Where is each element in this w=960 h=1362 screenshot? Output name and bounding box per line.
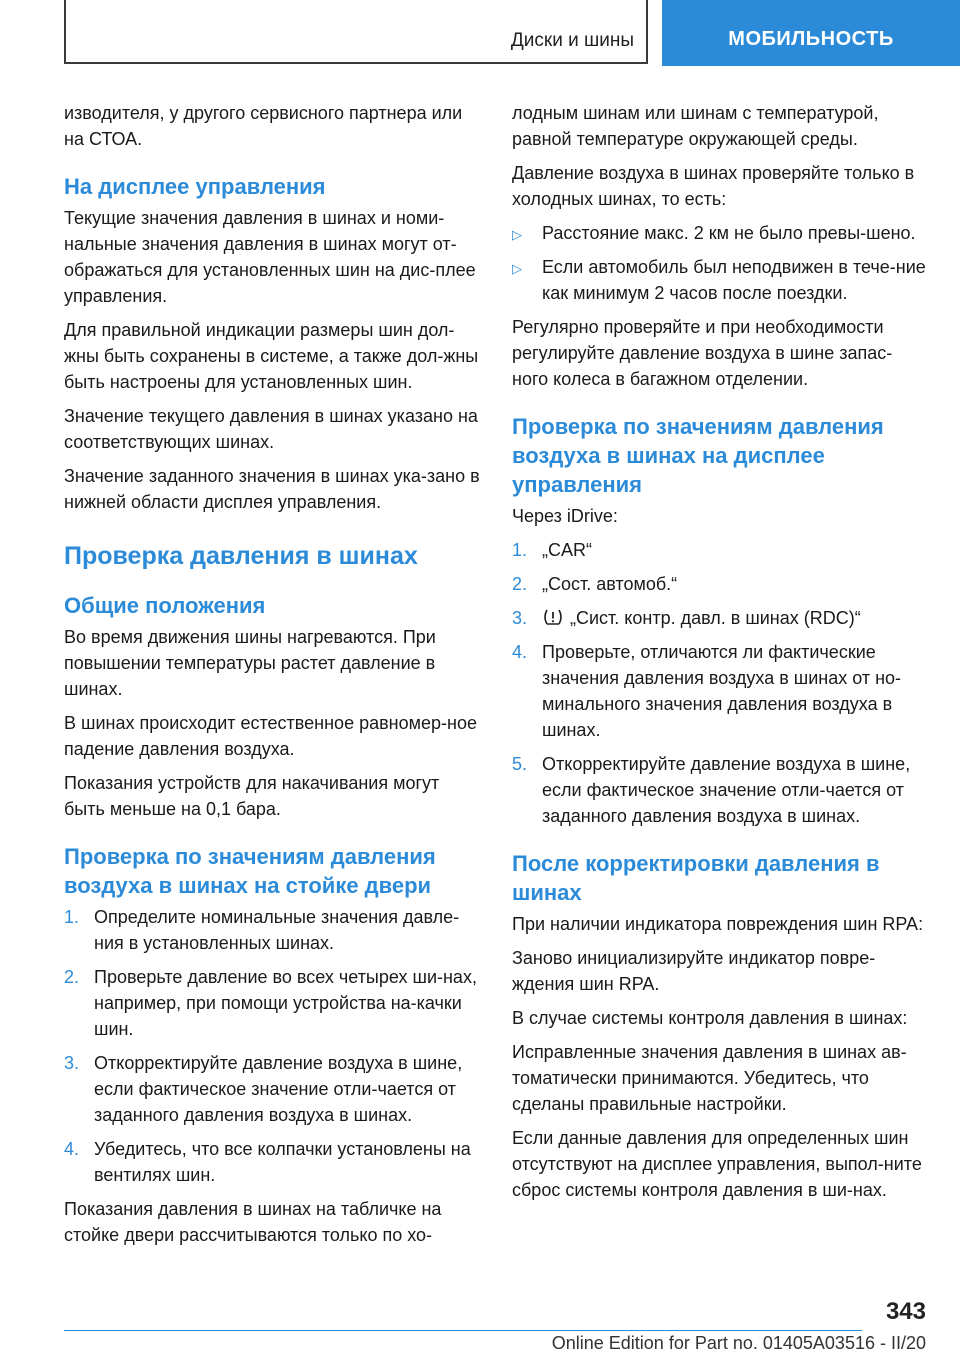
paragraph: Текущие значения давления в шинах и номи‐нальные значения давления в шинах могут от‐ображаться для установленных шин на дис‐плее управления.: [64, 208, 476, 306]
step-number: 4.: [512, 642, 528, 662]
step-text: Убедитесь, что все колпачки установлены на вентилях шин.: [94, 1139, 471, 1185]
list-item: [512, 605, 926, 631]
cold-tire-conditions-list: [512, 220, 926, 306]
step-text: Проверьте давление во всех четырех ши‐нах, например, при помощи устройства на‐качки шин.: [94, 967, 477, 1039]
list-item: [512, 220, 926, 246]
list-item: [512, 254, 926, 306]
paragraph: Показания давления в шинах на табличке на стойке двери рассчитываются только по хо‐: [64, 1199, 442, 1245]
page-number: 343: [885, 1298, 926, 1325]
paragraph: В шинах происходит естественное равномер‐ное падение давления воздуха.: [64, 713, 477, 759]
paragraph: Исправленные значения давления в шинах ав‐томатически принимаются. Убедитесь, что сделаны правильные настройки.: [512, 1042, 907, 1114]
paragraph: Показания устройств для накачивания могут быть меньше на 0,1 бара.: [64, 773, 440, 819]
step-number: 2.: [512, 574, 528, 594]
step-number: 3.: [512, 608, 528, 628]
step-number: 3.: [64, 1053, 80, 1073]
list-item: [64, 1136, 482, 1188]
list-item: [512, 571, 926, 597]
tire-pressure-warning-icon: [542, 607, 564, 627]
step-number: 5.: [512, 754, 528, 774]
header-section-title: Диски и шины: [510, 30, 634, 51]
paragraph: Если данные давления для определенных шин отсутствуют на дисплее управления, выпол‐ните сброс системы контроля давления в ши‐нах.: [512, 1128, 922, 1200]
paragraph: Регулярно проверяйте и при необходимости регулируйте давление воздуха в шине запас‐ного колеса в багажном отделении.: [512, 317, 893, 389]
bullet-triangle-icon: ▷: [512, 227, 522, 242]
heading-general: Общие положения: [64, 593, 266, 618]
heading-display-check: Проверка по значениям давления воздуха в шинах на дисплее управления: [512, 414, 884, 497]
paragraph: лодным шинам или шинам с температурой, равной температуре окружающей среды.: [512, 103, 879, 149]
door-steps-list: [64, 904, 482, 1188]
step-text: Откорректируйте давление воздуха в шине, если фактическое значение отли‐чается от заданного давления воздуха в шинах.: [94, 1053, 463, 1125]
right-column: [512, 100, 926, 1211]
bullet-triangle-icon: ▷: [512, 261, 522, 276]
paragraph: При наличии индикатора повреждения шин RPA:: [512, 914, 924, 934]
paragraph: Через iDrive:: [512, 506, 618, 526]
left-column: [64, 100, 482, 1256]
heading-door-pillar: Проверка по значениям давления воздуха в шинах на стойке двери: [64, 844, 436, 898]
step-number: 2.: [64, 967, 80, 987]
paragraph: изводителя, у другого сервисного партнера или на СТОА.: [64, 103, 463, 149]
paragraph: Для правильной индикации размеры шин дол‐жны быть сохранены в системе, а также дол‐жны быть настроены для установленных шин.: [64, 320, 479, 392]
step-text: „CAR“: [542, 540, 592, 560]
header-section-box: [64, 0, 648, 64]
bullet-text: Расстояние макс. 2 км не было превы‐шено.: [542, 223, 916, 243]
bullet-text: Если автомобиль был неподвижен в тече‐ние как минимум 2 часов после поездки.: [542, 257, 926, 303]
footer-divider: [64, 1330, 862, 1331]
paragraph: В случае системы контроля давления в шинах:: [512, 1008, 908, 1028]
list-item: [512, 537, 926, 563]
list-item: [64, 904, 482, 956]
list-item: [64, 964, 482, 1042]
step-text: Проверьте, отличаются ли фактические значения давления воздуха в шинах от но‐минального значения давления воздуха в шинах.: [542, 642, 902, 740]
paragraph: Давление воздуха в шинах проверяйте только в холодных шинах, то есть:: [512, 163, 915, 209]
idrive-steps-list: [512, 537, 926, 829]
list-item: [64, 1050, 482, 1128]
footer-edition: Online Edition for Part no. 01405A03516 - II/20: [551, 1333, 926, 1353]
heading-check-pressure: Проверка давления в шинах: [64, 542, 418, 570]
paragraph: Значение заданного значения в шинах ука‐зано в нижней области дисплея управления.: [64, 466, 480, 512]
step-number: 1.: [64, 907, 80, 927]
list-item: [512, 751, 926, 829]
header-chapter-title: МОБИЛЬНОСТЬ: [728, 27, 894, 50]
step-number: 1.: [512, 540, 528, 560]
heading-display: На дисплее управления: [64, 174, 326, 199]
list-item: [512, 639, 926, 743]
paragraph: Во время движения шины нагреваются. При повышении температуры растет давление в шинах.: [64, 627, 436, 699]
step-text: „Сост. автомоб.“: [542, 574, 678, 594]
heading-after-correction: После корректировки давления в шинах: [512, 851, 880, 905]
header-chapter-tab: [662, 0, 960, 66]
paragraph: Значение текущего давления в шинах указано на соответствующих шинах.: [64, 406, 478, 452]
paragraph: Заново инициализируйте индикатор повре‐ждения шин RPA.: [512, 948, 876, 994]
step-number: 4.: [64, 1139, 80, 1159]
step-text: Откорректируйте давление воздуха в шине, если фактическое значение отли‐чается от заданного давления воздуха в шинах.: [542, 754, 911, 826]
step-text: Определите номинальные значения давле‐ния в установленных шинах.: [94, 907, 460, 953]
step-text: „Сист. контр. давл. в шинах (RDC)“: [570, 608, 861, 628]
